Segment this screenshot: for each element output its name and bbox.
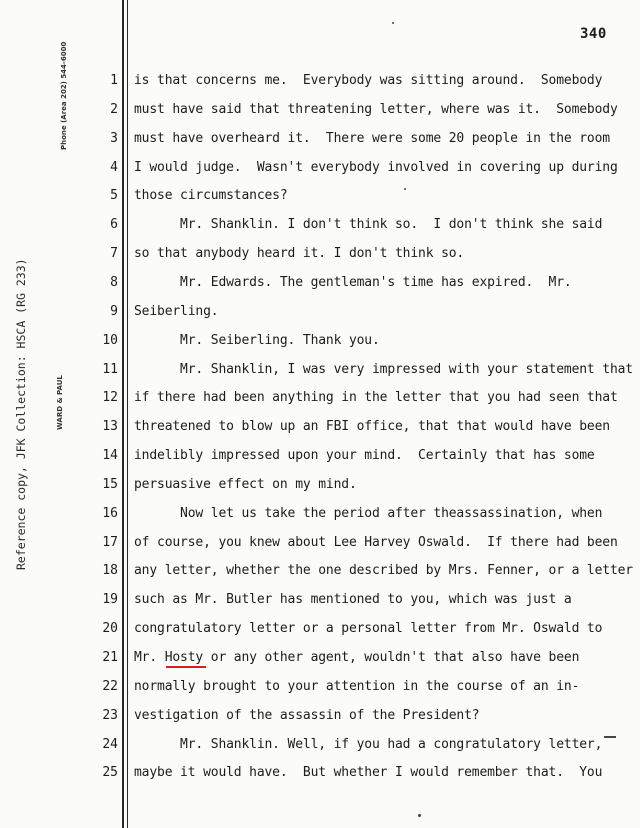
scan-speck bbox=[404, 188, 406, 190]
line-number: 3 bbox=[110, 131, 118, 146]
line-text: so that anybody heard it. I don't think so. bbox=[134, 246, 465, 261]
line-number: 9 bbox=[110, 304, 118, 319]
line-text: vestigation of the assassin of the President? bbox=[134, 708, 480, 723]
line-text: congratulatory letter or a personal letter from Mr. Oswald to bbox=[134, 621, 603, 636]
line-number: 2 bbox=[110, 102, 118, 117]
line-text: Mr. Seiberling. Thank you. bbox=[134, 333, 380, 348]
line-text: must have overheard it. There were some 20 people in the room bbox=[134, 131, 610, 146]
line-text: of course, you knew about Lee Harvey Oswald. If there had been bbox=[134, 535, 618, 550]
line-text: those circumstances? bbox=[134, 188, 288, 203]
line-number: 24 bbox=[102, 737, 118, 752]
scan-speck bbox=[418, 814, 421, 817]
line-text: persuasive effect on my mind. bbox=[134, 477, 357, 492]
scan-speck bbox=[392, 22, 394, 24]
line-text: such as Mr. Butler has mentioned to you, which was just a bbox=[134, 592, 572, 607]
line-number: 10 bbox=[102, 333, 118, 348]
line-number: 13 bbox=[102, 419, 118, 434]
line-number: 7 bbox=[110, 246, 118, 261]
margin-firm-stamp: WARD & PAUL bbox=[56, 375, 64, 430]
line-text: Mr. Edwards. The gentleman's time has expired. Mr. bbox=[134, 275, 572, 290]
line-number: 4 bbox=[110, 160, 118, 175]
line-text: Mr. Shanklin, I was very impressed with your statement that bbox=[134, 362, 633, 377]
line-number: 14 bbox=[102, 448, 118, 463]
page-number: 340 bbox=[580, 26, 607, 42]
line-text: Mr. Shanklin. I don't think so. I don't think she said bbox=[134, 217, 603, 232]
line-number: 11 bbox=[102, 362, 118, 377]
line-text: threatened to blow up an FBI office, that that would have been bbox=[134, 419, 610, 434]
line-text: I would judge. Wasn't everybody involved in covering up during bbox=[134, 160, 618, 175]
line-number: 20 bbox=[102, 621, 118, 636]
line-number: 23 bbox=[102, 708, 118, 723]
line-number: 19 bbox=[102, 592, 118, 607]
line-number: 1 bbox=[110, 73, 118, 88]
line-text: Seiberling. bbox=[134, 304, 219, 319]
scan-speck bbox=[604, 736, 616, 738]
line-number: 21 bbox=[102, 650, 118, 665]
line-number: 17 bbox=[102, 535, 118, 550]
line-text: Now let us take the period after theassassination, when bbox=[134, 506, 603, 521]
line-text: normally brought to your attention in the course of an in- bbox=[134, 679, 580, 694]
line-text: any letter, whether the one described by Mrs. Fenner, or a letter bbox=[134, 563, 633, 578]
margin-phone-stamp: Phone (Area 202) 544-6000 bbox=[60, 41, 68, 150]
line-number: 8 bbox=[110, 275, 118, 290]
hosty-underline-mark bbox=[166, 666, 206, 668]
line-number: 5 bbox=[110, 188, 118, 203]
line-number: 6 bbox=[110, 217, 118, 232]
line-text: maybe it would have. But whether I would remember that. You bbox=[134, 765, 603, 780]
margin-rule-left bbox=[122, 0, 124, 828]
line-text: Mr. Hosty or any other agent, wouldn't that also have been bbox=[134, 650, 580, 665]
line-text: must have said that threatening letter, where was it. Somebody bbox=[134, 102, 618, 117]
margin-rule-right bbox=[127, 0, 128, 828]
line-number: 25 bbox=[102, 765, 118, 780]
line-number: 18 bbox=[102, 563, 118, 578]
margin-reference-stamp: Reference copy, JFK Collection: HSCA (RG 233) bbox=[14, 258, 28, 570]
line-text: indelibly impressed upon your mind. Certainly that has some bbox=[134, 448, 595, 463]
line-text: if there had been anything in the letter that you had seen that bbox=[134, 390, 618, 405]
line-text: is that concerns me. Everybody was sitting around. Somebody bbox=[134, 73, 603, 88]
line-number: 16 bbox=[102, 506, 118, 521]
line-number: 12 bbox=[102, 390, 118, 405]
line-number: 22 bbox=[102, 679, 118, 694]
line-number: 15 bbox=[102, 477, 118, 492]
line-text: Mr. Shanklin. Well, if you had a congratulatory letter, bbox=[134, 737, 603, 752]
